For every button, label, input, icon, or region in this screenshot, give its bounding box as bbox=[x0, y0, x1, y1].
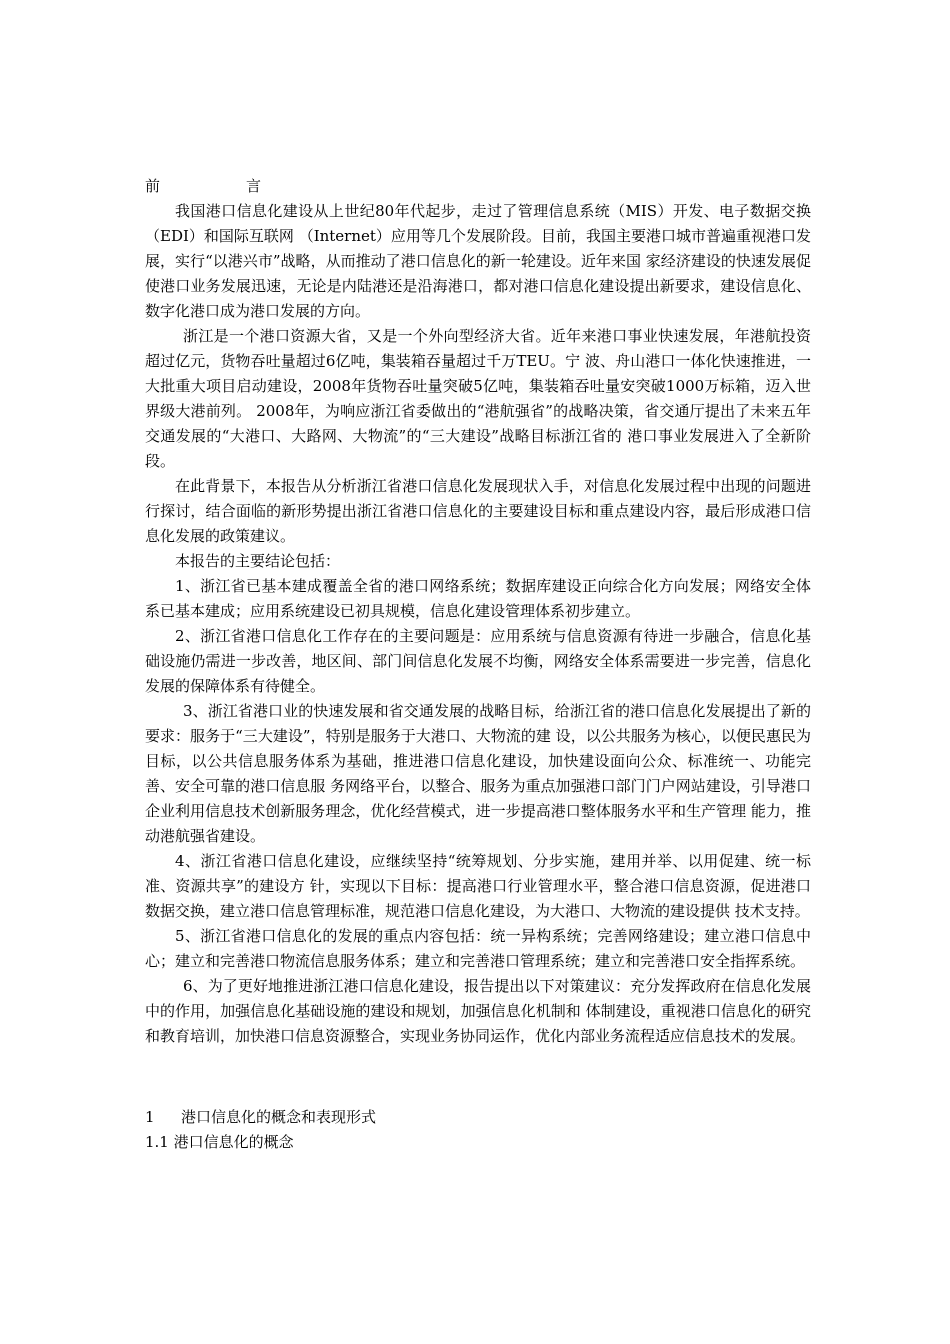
conclusion-item-5: 5、浙江省港口信息化的发展的重点内容包括：统一异构系统；完善网络建设；建立港口信息中心；建立和完善港口物流信息服务体系；建立和完善港口管理系统；建立和完善港口安全指挥系统。 bbox=[145, 927, 811, 970]
document-page bbox=[145, 174, 811, 1155]
preface-paragraph-1: 我国港口信息化建设从上世纪80年代起步，走过了管理信息系统（MIS）开发、电子数据交换（EDI）和国际互联网 （Internet）应用等几个发展阶段。目前，我国主要港口城市普遍重视港口发展，实行“以港兴市”战略，从而推动了港口信息化的新一轮建设。近年来国 家经济建设的快速发展促使港口业务发展迅速，无论是内陆港还是沿海港口，都对港口信息化建设提出新要求，建设信息化、数字化港口成为港口发展的方向。 bbox=[145, 202, 811, 320]
preface-paragraph-2: 浙江是一个港口资源大省，又是一个外向型经济大省。近年来港口事业快速发展，年港航投资超过亿元，货物吞吐量超过6亿吨，集装箱吞量超过千万TEU。宁 波、舟山港口一体化快速推进，一大批重大项目启动建设，2008年货物吞吐量突破5亿吨，集装箱吞吐量安突破1000万标箱，迈入世界级大港前列。 2008年，为响应浙江省委做出的“港航强省”的战略决策，省交通厅提出了未来五年交通发展的“大港口、大路网、大物流”的“三大建设”战略目标浙江省的 港口事业发展进入了全新阶段。 bbox=[145, 327, 811, 470]
conclusion-item-4: 4、浙江省港口信息化建设，应继续坚持“统筹规划、分步实施，建用并举、以用促建、统一标准、资源共享”的建设方 针，实现以下目标：提高港口行业管理水平，整合港口信息资源，促进港口数据交换，建立港口信息管理标准，规范港口信息化建设，为大港口、大物流的建设提供 技术支持。 bbox=[145, 852, 811, 920]
chapter-title: 港口信息化的概念和表现形式 bbox=[181, 1108, 377, 1126]
conclusion-item-2: 2、浙江省港口信息化工作存在的主要问题是：应用系统与信息资源有待进一步融合，信息化基础设施仍需进一步改善，地区间、部门间信息化发展不均衡，网络安全体系需要进一步完善，信息化发展的保障体系有待健全。 bbox=[145, 627, 811, 695]
preface-paragraph-4: 本报告的主要结论包括： bbox=[175, 552, 341, 570]
conclusion-item-3: 3、浙江省港口业的快速发展和省交通发展的战略目标，给浙江省的港口信息化发展提出了新的要求：服务于“三大建设”，特别是服务于大港口、大物流的建 设，以公共服务为核心，以便民惠民为目标，以公共信息服务体系为基础，推进港口信息化建设，加快建设面向公众、标准统一、功能完善、安全可靠的港口信息服 务网络平台，以整合、服务为重点加强港口部门门户网站建设，引导港口企业利用信息技术创新服务理念，优化经营模式，进一步提高港口整体服务水平和生产管理 能力，推动港航强省建设。 bbox=[145, 702, 811, 845]
section-spacer bbox=[145, 1049, 811, 1105]
preface-heading-left: 前 bbox=[145, 177, 161, 195]
preface-heading bbox=[145, 174, 811, 199]
chapter-heading bbox=[145, 1105, 811, 1130]
preface-heading-right: 言 bbox=[246, 177, 262, 195]
conclusion-item-1: 1、浙江省已基本建成覆盖全省的港口网络系统；数据库建设正向综合化方向发展；网络安全体系已基本建成；应用系统建设已初具规模，信息化建设管理体系初步建立。 bbox=[145, 577, 811, 620]
conclusion-item-6: 6、为了更好地推进浙江港口信息化建设，报告提出以下对策建议：充分发挥政府在信息化发展中的作用，加强信息化基础设施的建设和规划，加强信息化机制和 体制建设，重视港口信息化的研究和教育培训，加快港口信息资源整合，实现业务协同运作，优化内部业务流程适应信息技术的发展。 bbox=[145, 977, 811, 1045]
preface-paragraph-3: 在此背景下，本报告从分析浙江省港口信息化发展现状入手，对信息化发展过程中出现的问题进行探讨，结合面临的新形势提出浙江省港口信息化的主要建设目标和重点建设内容，最后形成港口信息化发展的政策建议。 bbox=[145, 477, 811, 545]
section-heading: 1.1 港口信息化的概念 bbox=[145, 1133, 294, 1151]
chapter-number: 1 bbox=[145, 1108, 155, 1126]
